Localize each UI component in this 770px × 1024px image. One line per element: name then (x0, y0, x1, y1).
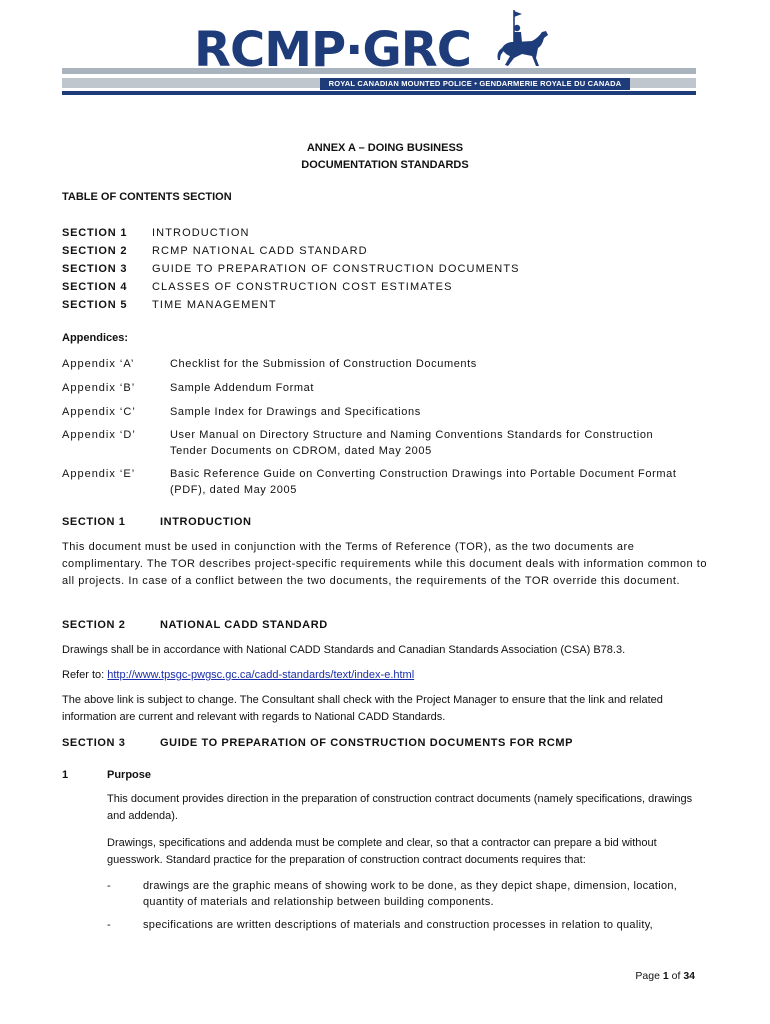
section-2-heading (62, 617, 328, 633)
reference-line (62, 667, 712, 684)
page-total: 34 (683, 970, 695, 982)
section-number: SECTION 1 (62, 516, 126, 528)
toc-item (62, 260, 520, 278)
appendix-label: Appendix ‘A’ (62, 358, 135, 370)
section-title: NATIONAL CADD STANDARD (160, 619, 328, 631)
toc-section-number: SECTION 4 (62, 281, 128, 293)
toc-section-number: SECTION 2 (62, 245, 128, 257)
subsection-title: Purpose (107, 769, 152, 781)
appendix-label: Appendix ‘B’ (62, 382, 136, 394)
section-3-heading (62, 735, 573, 751)
reference-prefix: Refer to: (62, 669, 108, 681)
cadd-standards-link[interactable]: http://www.tpsgc-pwgsc.gc.ca/cadd-standards/text/index-e.html (107, 669, 415, 681)
logo-subtitle: ROYAL CANADIAN MOUNTED POLICE • GENDARMERIE ROYALE DU CANADA (320, 78, 630, 90)
appendix-description: Sample Addendum Format (170, 382, 315, 394)
toc-item (62, 296, 277, 314)
toc-section-title: GUIDE TO PREPARATION OF CONSTRUCTION DOCUMENTS (152, 263, 520, 275)
section-1-body: This document must be used in conjunction with the Terms of Reference (TOR), as the two documents are complimentary. The TOR describes project-specific requirements while this document deals with information common to all projects. In case of a conflict between the two documents, the requirements of the TOR override this document. (62, 541, 708, 587)
section-number: SECTION 2 (62, 619, 126, 631)
page-of: of (668, 970, 684, 982)
purpose-paragraph-1: This document provides direction in the preparation of construction contract documents (namely specifications, drawings and addenda). (107, 793, 693, 822)
toc-section-title: INTRODUCTION (152, 227, 250, 239)
toc-section-number: SECTION 3 (62, 263, 128, 275)
section-title: GUIDE TO PREPARATION OF CONSTRUCTION DOCUMENTS FOR RCMP (160, 737, 574, 749)
toc-item (62, 278, 453, 296)
appendix-description: Basic Reference Guide on Converting Construction Drawings into Portable Document Format (PDF), dated May 2005 (170, 468, 677, 496)
toc-heading: TABLE OF CONTENTS SECTION (62, 191, 232, 203)
subsection-number: 1 (62, 769, 69, 781)
document-title-line-1: ANNEX A – DOING BUSINESS (306, 142, 464, 154)
page-number: 1 (662, 970, 669, 982)
section-title: INTRODUCTION (160, 516, 252, 528)
page-prefix: Page (635, 970, 663, 982)
appendix-description: Checklist for the Submission of Construction Documents (170, 358, 477, 370)
logo-brand-text: RCMP·GRC (194, 22, 471, 78)
appendix-label: Appendix ‘C’ (62, 406, 136, 418)
appendix-label: Appendix ‘E’ (62, 468, 136, 480)
toc-section-number: SECTION 5 (62, 299, 128, 311)
appendix-description: User Manual on Directory Structure and Naming Conventions Standards for Construction Tender Documents on CDROM, dated May 2005 (170, 429, 654, 457)
logo-stripe-bottom (62, 91, 696, 95)
page-footer (635, 970, 695, 982)
toc-item (62, 242, 368, 260)
toc-section-title: RCMP NATIONAL CADD STANDARD (152, 245, 368, 257)
document-title-line-2: DOCUMENTATION STANDARDS (301, 159, 469, 171)
appendix-description: Sample Index for Drawings and Specifications (170, 406, 421, 418)
toc-section-number: SECTION 1 (62, 227, 128, 239)
section-number: SECTION 3 (62, 737, 126, 749)
section-1-heading (62, 514, 252, 530)
appendices-heading: Appendices: (62, 332, 129, 344)
appendix-label: Appendix ‘D’ (62, 429, 136, 441)
bullet-text: specifications are written descriptions of materials and construction processes in relation to quality, (143, 919, 654, 931)
toc-section-title: CLASSES OF CONSTRUCTION COST ESTIMATES (152, 281, 453, 293)
toc-item (62, 224, 250, 242)
subsection-purpose-heading (62, 767, 151, 783)
purpose-paragraph-2: Drawings, specifications and addenda must be complete and clear, so that a contractor can prepare a bid without guesswork. Standard practice for the preparation of construction contract documents requires that: (107, 837, 657, 866)
bullet-dash: - (107, 880, 111, 892)
rcmp-logo (62, 8, 696, 98)
section-2-note: The above link is subject to change. The Consultant shall check with the Project Manager to ensure that the link and related information are current and relevant with regards to National CADD Standards. (62, 694, 663, 723)
bullet-text: drawings are the graphic means of showing work to be done, as they depict shape, dimension, location, quantity of materials and relationship between building components. (143, 880, 678, 908)
mounted-officer-icon (492, 8, 552, 74)
section-2-body: Drawings shall be in accordance with National CADD Standards and Canadian Standards Association (CSA) B78.3. (62, 644, 626, 656)
bullet-dash: - (107, 919, 111, 931)
toc-section-title: TIME MANAGEMENT (152, 299, 277, 311)
